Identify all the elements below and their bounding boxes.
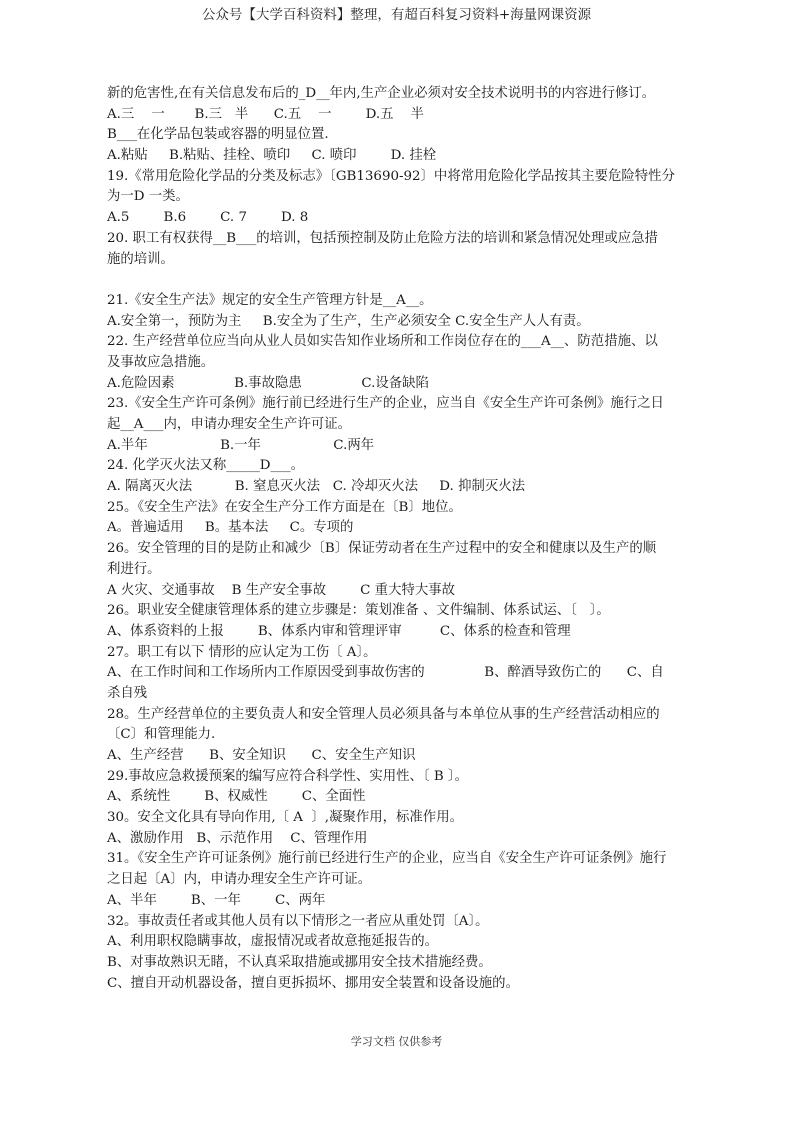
text-line: 为一D 一类。 — [107, 189, 189, 205]
page-header: 公众号【大学百科资料】整理，有超百科复习资料+海量网课资源 — [201, 7, 592, 23]
text-line: 新的危害性,在有关信息发布后的_D__年内,生产企业必须对安全技术说明书的内容进行修订。 — [107, 86, 656, 101]
text-line: 25。《安全生产法》在安全生产分工作方面是在〔B〕地位。 — [107, 499, 462, 515]
text-line: C、擅自开动机器设备，擅自更拆损坏、挪用安全装置和设备设施的。 — [107, 975, 519, 991]
page-footer: 学习文档 仅供参考 — [350, 1035, 443, 1048]
text-line: 施的培训。 — [107, 251, 174, 267]
text-line: A、系统性 B、权威性 C、全面性 — [107, 789, 366, 805]
text-line: 27。职工有以下 情形的应认定为工伤〔 A〕。 — [107, 644, 377, 660]
text-line: 及事故应急措施。 — [107, 354, 215, 370]
text-line: A、激励作用 B、示范作用 C、管理作用 — [107, 830, 368, 846]
text-line: 杀自残 — [107, 685, 148, 701]
text-line: 21.《安全生产法》规定的安全生产管理方针是__A__。 — [107, 292, 433, 308]
text-line: A.危险因素 B.事故隐患 C.设备缺陷 — [107, 375, 429, 391]
text-line: B___在化学品包装或容器的明显位置. — [107, 127, 329, 143]
text-line: 起__A___内，申请办理安全生产许可证。 — [107, 417, 352, 432]
text-line: 19.《常用危险化学品的分类及标志》〔GB13690-92〕中将常用危险化学品按其主要危险特性分 — [107, 168, 675, 184]
document-body — [107, 84, 697, 994]
text-line: A.半年 B.一年 C.两年 — [107, 437, 375, 453]
text-line: 26。安全管理的目的是防止和减少〔B〕保证劳动者在生产过程中的安全和健康以及生产的顺 — [107, 541, 657, 557]
blank-line — [107, 270, 697, 291]
text-line: A.5 B.6 C. 7 D. 8 — [107, 210, 309, 226]
text-line: A、生产经营 B、安全知识 C、安全生产知识 — [107, 748, 416, 763]
text-line: A、在工作时间和工作场所内工作原因受到事故伤害的 B、醉酒导致伤亡的 C、自 — [107, 665, 664, 681]
text-line: A.安全第一，预防为主 B.安全为了生产，生产必须安全 C.安全生产人人有责。 — [107, 313, 590, 329]
text-line: A.三 一 B.三 半 C.五 一 D.五 半 — [107, 106, 424, 122]
text-line: A、利用职权隐瞒事故，虚报情况或者故意拖延报告的。 — [107, 934, 439, 950]
text-line: 31。《安全生产许可证条例》施行前已经进行生产的企业，应当自《安全生产许可证条例》施行 — [107, 851, 667, 867]
text-line: 20. 职工有权获得__B___的培训，包括预控制及防止危险方法的培训和紧急情况处理或应急措 — [107, 230, 658, 246]
text-line: 32。事故责任者或其他人员有以下情形之一者应从重处罚〔A〕。 — [107, 913, 489, 929]
text-line: 26。职业安全健康管理体系的建立步骤是：策划准备 、文件编制、体系试运、〔 〕。 — [107, 603, 610, 619]
text-line: A 火灾、交通事故 B 生产安全事故 C 重大特大事故 — [107, 582, 456, 598]
text-line: 28。生产经营单位的主要负责人和安全管理人员必须具备与本单位从事的生产经营活动相应的 — [107, 706, 660, 722]
text-line: A. 隔离灭火法 B. 窒息灭火法 C. 冷却灭火法 D. 抑制灭火法 — [107, 479, 526, 495]
text-line: 〔C〕和管理能力. — [107, 727, 216, 743]
text-line: 22. 生产经营单位应当向从业人员如实告知作业场所和工作岗位存在的___A__、防范措施、以 — [107, 334, 658, 350]
text-line: A。普遍适用 B。基本法 C。专项的 — [107, 520, 354, 536]
text-line: B、对事故熟识无睹，不认真采取措施或挪用安全技术措施经费。 — [107, 954, 492, 970]
text-line: A、半年 B、一年 C、两年 — [107, 892, 326, 908]
text-line: A.粘贴 B.粘贴、挂栓、喷印 C. 喷印 D. 挂栓 — [107, 148, 437, 164]
text-line: 30。安全文化具有导向作用,〔 A 〕,凝聚作用，标准作用。 — [107, 810, 463, 826]
text-line: 利进行。 — [107, 561, 161, 577]
text-line: A、体系资料的上报 B、体系内审和管理评审 C、体系的检查和管理 — [107, 623, 571, 639]
text-line: 之日起〔A〕内，申请办理安全生产许可证。 — [107, 872, 372, 888]
text-line: 24. 化学灭火法又称_____D___。 — [107, 458, 304, 474]
text-line: 23.《安全生产许可条例》施行前已经进行生产的企业，应当自《安全生产许可条例》施行之日 — [107, 396, 664, 412]
text-line: 29.事故应急救援预案的编写应符合科学性、实用性、〔 B 〕。 — [107, 768, 469, 784]
